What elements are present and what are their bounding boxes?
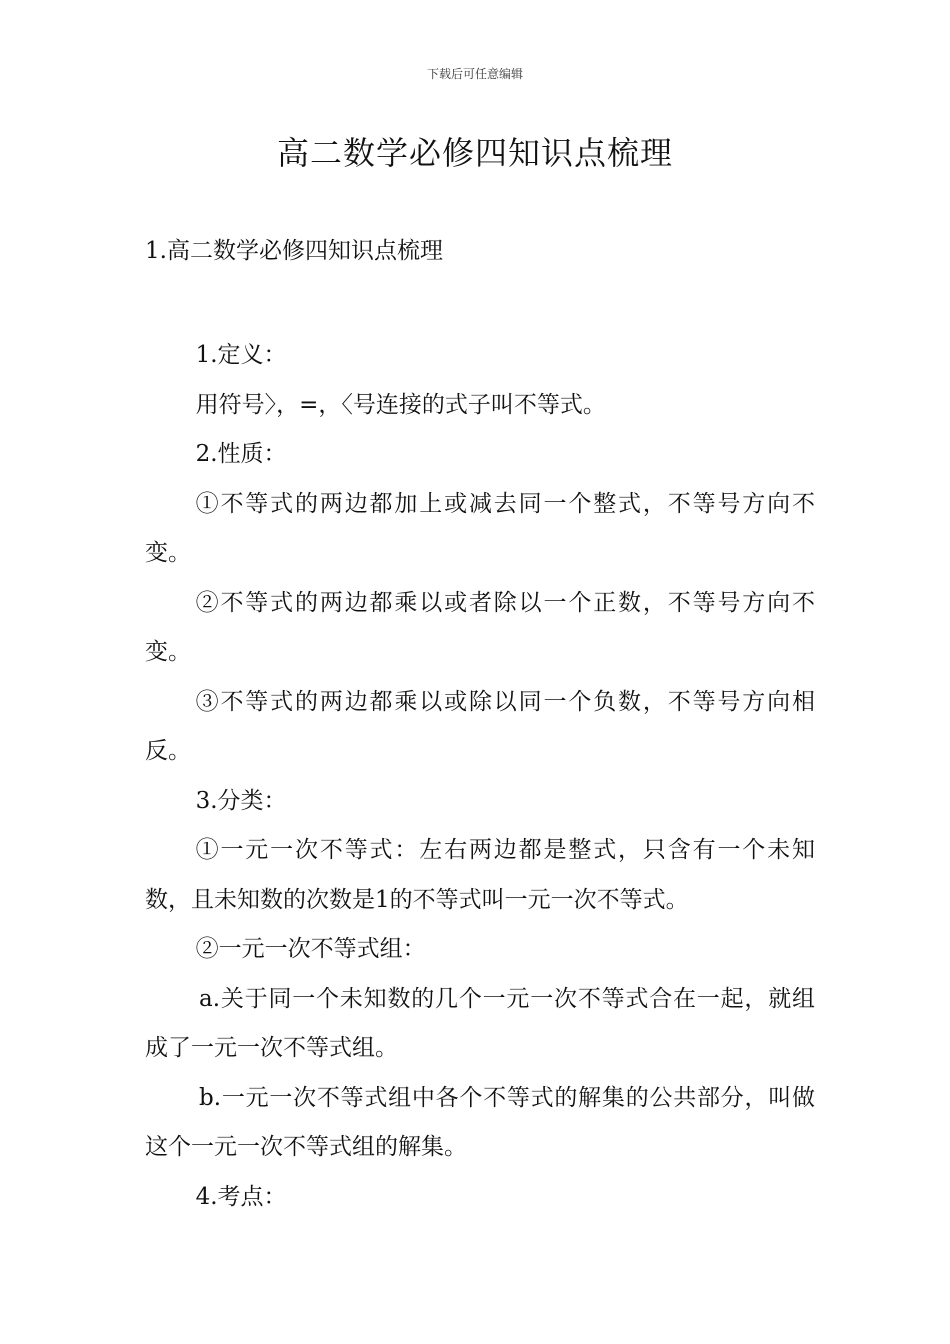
paragraph-classification-2b: b.一元一次不等式组中各个不等式的解集的公共部分，叫做这个一元一次不等式组的解集。 <box>145 1084 815 1160</box>
paragraph-classification-1: ①一元一次不等式：左右两边都是整式，只含有一个未知数，且未知数的次数是1的不等式叫一元一次不等式。 <box>145 837 815 913</box>
document-title: 高二数学必修四知识点梳理 <box>276 134 673 172</box>
paragraph-classification-2: ②一元一次不等式组： <box>195 936 426 962</box>
paragraph-classification-heading: 3.分类： <box>195 787 287 814</box>
paragraph-property-1: ①不等式的两边都加上或减去同一个整式，不等号方向不变。 <box>145 490 815 566</box>
header-note: 下载后可任意编辑 <box>426 67 523 81</box>
paragraph-property-3: ③不等式的两边都乘以或除以同一个负数，不等号方向相反。 <box>145 688 815 764</box>
document-body <box>145 331 815 1222</box>
paragraph-classification-2a: a.关于同一个未知数的几个一元一次不等式合在一起，就组成了一元一次不等式组。 <box>145 985 815 1061</box>
section-heading: 1.高二数学必修四知识点梳理 <box>145 238 443 264</box>
paragraph-properties-heading: 2.性质： <box>195 441 287 467</box>
paragraph-definition: 用符号〉，=，〈号连接的式子叫不等式。 <box>195 391 606 418</box>
paragraph-definition-heading: 1.定义： <box>195 342 287 368</box>
paragraph-property-2: ②不等式的两边都乘以或者除以一个正数，不等号方向不变。 <box>145 589 815 665</box>
paragraph-key-points-heading: 4.考点： <box>195 1183 287 1210</box>
